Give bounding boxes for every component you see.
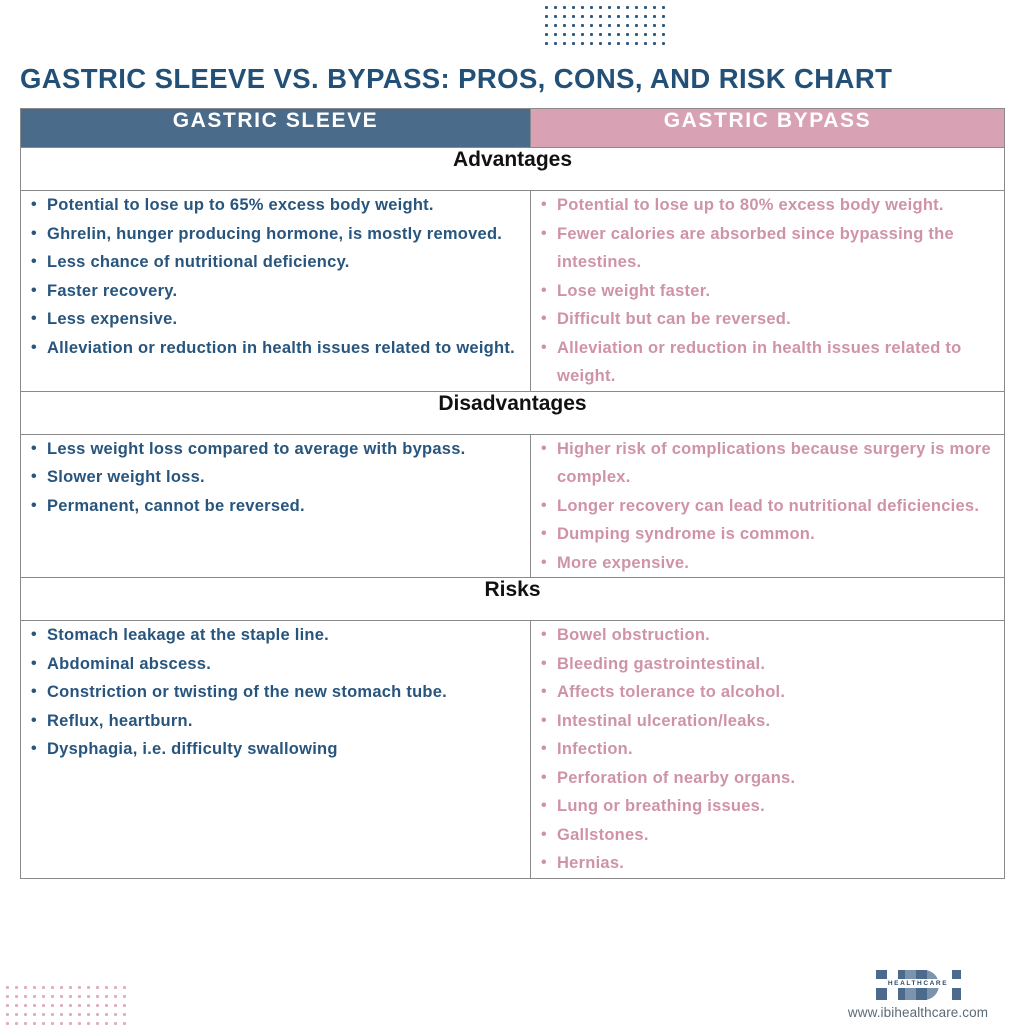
ibi-healthcare-logo-icon: [872, 968, 964, 1002]
list-item: • Potential to lose up to 65% excess body weight.: [47, 191, 530, 220]
comparison-table: [20, 108, 1005, 879]
list-item: • Less chance of nutritional deficiency.: [47, 248, 530, 277]
cell-sleeve-risks: [21, 621, 531, 879]
column-header-gastric-bypass: GASTRIC BYPASS: [531, 109, 1005, 148]
list-item: • Less expensive.: [47, 305, 530, 334]
list-item: • Difficult but can be reversed.: [557, 305, 1004, 334]
cell-bypass-advantages: [531, 191, 1005, 392]
list-item: • Abdominal abscess.: [47, 650, 530, 679]
list-item: • Alleviation or reduction in health issues related to weight.: [47, 334, 530, 363]
section-heading-row-risks: [21, 578, 1005, 621]
list-item: • Permanent, cannot be reversed.: [47, 492, 530, 521]
list-item: • Ghrelin, hunger producing hormone, is mostly removed.: [47, 220, 530, 249]
list-item: • Reflux, heartburn.: [47, 707, 530, 736]
table-row-risks: [21, 621, 1005, 879]
list-bypass-risks: [531, 621, 1004, 878]
list-sleeve-risks: [21, 621, 530, 764]
footer-website-url: www.ibihealthcare.com: [847, 1005, 989, 1020]
list-item: • Hernias.: [557, 849, 1004, 878]
list-item: • Faster recovery.: [47, 277, 530, 306]
cell-bypass-disadvantages: [531, 434, 1005, 578]
list-item: • Constriction or twisting of the new stomach tube.: [47, 678, 530, 707]
list-item: • Gallstones.: [557, 821, 1004, 850]
list-item: • Stomach leakage at the staple line.: [47, 621, 530, 650]
decorative-dot-grid-top: [540, 0, 666, 48]
section-heading-row-disadvantages: [21, 391, 1005, 434]
table-header-row: [21, 109, 1005, 148]
column-header-gastric-sleeve: GASTRIC SLEEVE: [21, 109, 531, 148]
list-item: • Less weight loss compared to average with bypass.: [47, 435, 530, 464]
list-item: • Affects tolerance to alcohol.: [557, 678, 1004, 707]
list-bypass-advantages: [531, 191, 1004, 391]
list-sleeve-disadvantages: [21, 435, 530, 521]
section-heading-risks: Risks: [21, 578, 1005, 621]
cell-bypass-risks: [531, 621, 1005, 879]
section-heading-disadvantages: Disadvantages: [21, 391, 1005, 434]
list-item: • Slower weight loss.: [47, 463, 530, 492]
list-item: • Fewer calories are absorbed since bypassing the intestines.: [557, 220, 1004, 277]
page-title: GASTRIC SLEEVE VS. BYPASS: PROS, CONS, AND RISK CHART: [20, 63, 893, 94]
cell-sleeve-disadvantages: [21, 434, 531, 578]
list-item: • Potential to lose up to 80% excess body weight.: [557, 191, 1004, 220]
list-item: • Longer recovery can lead to nutritional deficiencies.: [557, 492, 1004, 521]
section-heading-row-advantages: [21, 148, 1005, 191]
list-item: • Bleeding gastrointestinal.: [557, 650, 1004, 679]
cell-sleeve-advantages: [21, 191, 531, 392]
list-item: • Bowel obstruction.: [557, 621, 1004, 650]
section-heading-advantages: Advantages: [21, 148, 1005, 191]
list-item: • Lung or breathing issues.: [557, 792, 1004, 821]
decorative-dot-grid-bottom: [0, 980, 126, 1026]
list-item: • Higher risk of complications because surgery is more complex.: [557, 435, 1004, 492]
list-item: • Lose weight faster.: [557, 277, 1004, 306]
logo-subtext: HEALTHCARE: [872, 979, 964, 988]
list-item: • Perforation of nearby organs.: [557, 764, 1004, 793]
list-bypass-disadvantages: [531, 435, 1004, 578]
table-row-advantages: [21, 191, 1005, 392]
list-item: • More expensive.: [557, 549, 1004, 578]
list-item: • Infection.: [557, 735, 1004, 764]
list-item: • Intestinal ulceration/leaks.: [557, 707, 1004, 736]
list-item: • Dysphagia, i.e. difficulty swallowing: [47, 735, 530, 764]
list-item: • Dumping syndrome is common.: [557, 520, 1004, 549]
table-row-disadvantages: [21, 434, 1005, 578]
list-sleeve-advantages: [21, 191, 530, 362]
list-item: • Alleviation or reduction in health issues related to weight.: [557, 334, 1004, 391]
footer-logo-block: [830, 968, 1006, 1020]
